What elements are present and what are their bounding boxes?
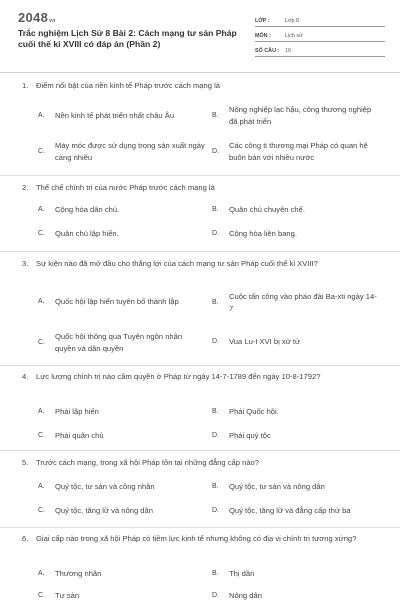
option-b[interactable] <box>212 568 382 580</box>
option-a[interactable] <box>38 406 208 418</box>
option-a[interactable] <box>38 568 208 580</box>
option-b[interactable] <box>212 104 372 127</box>
option-c[interactable] <box>38 140 208 163</box>
question-divider <box>0 450 400 451</box>
option-text: Máy móc được sử dụng trong sản xuất ngày càng nhiều <box>55 141 205 162</box>
meta-row-class <box>255 13 385 27</box>
option-letter: C. <box>38 338 45 346</box>
option-d[interactable] <box>212 336 382 348</box>
option-letter: B. <box>212 298 219 306</box>
option-letter: A. <box>38 570 45 577</box>
option-text: Nông nghiệp lạc hậu, công thương nghiệp đã phát triển <box>229 105 372 126</box>
option-b[interactable] <box>212 291 377 314</box>
option-letter: C. <box>38 147 45 155</box>
option-text: Thị dân <box>229 569 255 578</box>
question-number: 1. <box>22 81 29 90</box>
option-a[interactable] <box>38 204 208 216</box>
option-text: Phái lập hiến <box>55 407 99 416</box>
site-logo[interactable] <box>18 10 56 25</box>
option-letter: B. <box>212 570 219 577</box>
question-text <box>22 258 357 270</box>
option-d[interactable] <box>212 430 382 442</box>
header-divider <box>0 72 400 73</box>
option-d[interactable] <box>212 505 392 517</box>
option-text: Quý tộc, tư sản và nông dân <box>229 482 325 491</box>
option-a[interactable] <box>38 110 208 122</box>
option-letter: A. <box>38 206 45 213</box>
option-text: Vua Lu-I XVI bị xử tử <box>229 337 301 346</box>
question-stem: Thể chế chính trị của nước Pháp trước cách mạng là <box>36 183 215 192</box>
option-letter: C. <box>38 432 45 439</box>
option-letter: C. <box>38 507 45 514</box>
option-text: Quý tộc, tăng lữ và đẳng cấp thứ ba <box>229 506 351 515</box>
option-text: Quý tộc, tư sản và công nhân <box>55 482 155 491</box>
option-text: Thương nhân <box>55 569 102 578</box>
question-number: 4. <box>22 372 29 381</box>
option-b[interactable] <box>212 204 382 216</box>
question-number: 3. <box>22 259 29 268</box>
question-text <box>22 457 362 469</box>
option-a[interactable] <box>38 296 210 308</box>
option-text: Cuộc tấn công vào pháo đài Ba-xti ngày 14-7 <box>229 292 377 313</box>
option-c[interactable] <box>38 430 208 442</box>
logo-text: 2048 <box>18 10 49 25</box>
meta-row-count <box>255 43 385 57</box>
meta-label: SỐ CÂU : <box>255 48 280 54</box>
meta-value: 16 <box>285 48 291 54</box>
option-letter: D. <box>212 338 219 345</box>
meta-label: LỚP : <box>255 18 270 24</box>
question-stem: Giai cấp nào trong xã hội Pháp có tiềm lực kinh tế nhưng không có địa vị chính trị tương xứng? <box>36 534 357 543</box>
meta-value: Lớp 8 <box>285 18 300 24</box>
question-divider <box>0 527 400 528</box>
question-text <box>22 182 362 194</box>
option-letter: B. <box>212 408 219 415</box>
logo-suffix: vn <box>49 18 56 24</box>
option-text: Phái Quốc hội. <box>229 407 279 416</box>
question-text <box>22 533 357 545</box>
meta-panel <box>255 13 385 58</box>
question-stem: Lực lượng chính trị nào cầm quyền ở Pháp từ ngày 14-7-1789 đến ngày 10-8-1792? <box>36 372 321 381</box>
question-text <box>22 371 357 383</box>
option-letter: C. <box>38 592 45 599</box>
question-stem: Trước cách mạng, trong xã hội Pháp tồn tại những đẳng cấp nào? <box>36 458 259 467</box>
option-letter: A. <box>38 483 45 490</box>
option-letter: C. <box>38 230 45 237</box>
option-d[interactable] <box>212 140 382 163</box>
option-text: Quý tộc, tăng lữ và nông dân <box>55 506 153 515</box>
option-c[interactable] <box>38 228 208 240</box>
option-text: Tư sản <box>55 591 80 600</box>
meta-row-subject <box>255 28 385 42</box>
option-text: Phái quân chủ <box>55 431 104 440</box>
question-divider <box>0 251 400 252</box>
option-a[interactable] <box>38 481 208 493</box>
question-text <box>22 80 362 92</box>
question-number: 6. <box>22 534 29 543</box>
question-stem: Điểm nổi bật của nền kinh tế Pháp trước cách mạng là <box>36 81 220 90</box>
option-text: Nền kinh tế phát triển nhất châu Âu <box>55 111 175 120</box>
meta-value: Lịch sử <box>285 33 303 39</box>
option-letter: A. <box>38 408 45 415</box>
option-text: Cộng hòa liên bang. <box>229 229 297 238</box>
option-text: Nông dân <box>229 591 262 600</box>
option-text: Quốc hội lập hiến tuyên bố thành lập <box>55 297 179 306</box>
question-divider <box>0 175 400 176</box>
option-c[interactable] <box>38 505 208 517</box>
option-letter: B. <box>212 111 219 119</box>
document-title: Trắc nghiệm Lịch Sử 8 Bài 2: Cách mạng tư sản Pháp cuối thế kỉ XVIII có đáp án (Phần 2) <box>18 28 237 49</box>
option-d[interactable] <box>212 228 382 240</box>
option-letter: A. <box>38 112 45 119</box>
option-c[interactable] <box>38 331 203 354</box>
option-letter: B. <box>212 206 219 213</box>
option-b[interactable] <box>212 406 382 418</box>
question-number: 2. <box>22 183 29 192</box>
question-stem: Sự kiện nào đã mở đầu cho thắng lợi của cách mạng tư sản Pháp cuối thế kỉ XVIII? <box>36 259 318 268</box>
option-letter: B. <box>212 483 219 490</box>
meta-label: MÔN : <box>255 33 271 39</box>
document-header <box>0 0 400 72</box>
option-text: Quân chủ chuyên chế. <box>229 205 305 214</box>
option-text: Quốc hội thông qua Tuyên ngôn nhân quyền và dân quyền <box>55 332 183 353</box>
question-number: 5. <box>22 458 29 467</box>
option-text: Cộng hòa dân chủ. <box>55 205 120 214</box>
option-text: Các công ti thương mại Pháp có quan hệ buôn bán với nhiều nước <box>229 141 368 162</box>
option-text: Quân chủ lập hiến. <box>55 229 119 238</box>
option-b[interactable] <box>212 481 387 493</box>
option-letter: A. <box>38 298 45 305</box>
option-letter: D. <box>212 230 219 237</box>
question-divider <box>0 365 400 366</box>
option-text: Phái quý tộc <box>229 431 271 440</box>
option-letter: D. <box>212 147 219 155</box>
option-letter: D. <box>212 507 219 514</box>
option-letter: D. <box>212 592 219 599</box>
option-letter: D. <box>212 432 219 439</box>
